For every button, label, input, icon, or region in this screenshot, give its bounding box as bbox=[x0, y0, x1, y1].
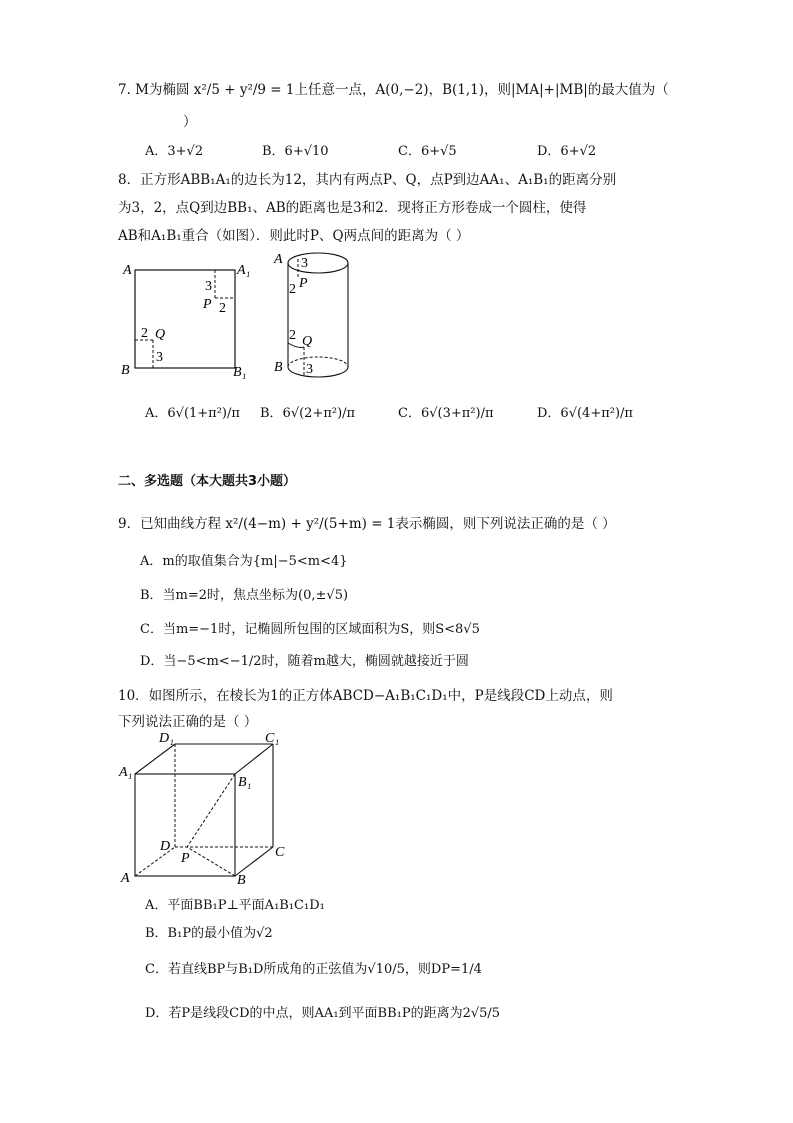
q9-option-d[interactable]: D．当−5<m<−1/2时，随着m越大，椭圆就越接近于圆 bbox=[140, 654, 469, 669]
q8-line3: AB和A₁B₁重合（如图）．则此时P、Q两点间的距离为（ ） bbox=[118, 228, 470, 244]
square-outline bbox=[135, 270, 235, 368]
bottom-back bbox=[288, 357, 348, 367]
label-Q: Q bbox=[302, 334, 313, 349]
q9-option-c[interactable]: C．当m=−1时，记椭圆所包围的区域面积为S，则S<8√5 bbox=[140, 622, 480, 637]
q10-line1: 10．如图所示，在棱长为1的正方体ABCD−A₁B₁C₁D₁中，P是线段CD上动点，则 bbox=[118, 688, 613, 704]
label-A: A bbox=[274, 252, 283, 267]
q7-option-d[interactable]: D．6+√2 bbox=[537, 144, 597, 159]
edge-A1D1 bbox=[135, 744, 175, 774]
label-P: P bbox=[299, 276, 308, 291]
num-3b: 3 bbox=[306, 362, 313, 377]
label-P: P bbox=[181, 851, 190, 866]
q8-option-a[interactable]: A．6√(1+π²)/π bbox=[145, 406, 240, 421]
q8-line2: 为3，2，点Q到边BB₁、AB的距离也是3和2．现将正方形卷成一个圆柱，使得 bbox=[118, 200, 587, 216]
q8-option-c[interactable]: C．6√(3+π²)/π bbox=[398, 406, 494, 421]
q7-option-a[interactable]: A．3+√2 bbox=[145, 144, 204, 159]
q8-option-b[interactable]: B．6√(2+π²)/π bbox=[260, 406, 356, 421]
q7-line2: ） bbox=[183, 114, 197, 130]
num-3b: 3 bbox=[156, 350, 163, 365]
q10-line2: 下列说法正确的是（ ） bbox=[118, 714, 258, 730]
num-3a: 3 bbox=[301, 256, 308, 271]
q8-square-figure bbox=[115, 258, 255, 383]
num-2b: 2 bbox=[289, 328, 296, 343]
q7-option-b[interactable]: B．6+√10 bbox=[262, 144, 329, 159]
q7-option-c[interactable]: C．6+√5 bbox=[398, 144, 457, 159]
num-3a: 3 bbox=[205, 279, 212, 294]
q10-option-a[interactable]: A．平面BB₁P⊥平面A₁B₁C₁D₁ bbox=[145, 898, 325, 913]
label-C1: C₁ bbox=[265, 731, 280, 746]
q10-cube-figure bbox=[115, 730, 295, 885]
q9-option-b[interactable]: B．当m=2时，焦点坐标为(0,±√5) bbox=[140, 588, 349, 603]
label-D1: D₁ bbox=[159, 731, 174, 746]
label-B: B bbox=[237, 873, 246, 885]
q8-line1: 8．正方形ABB₁A₁的边长为12，其内有两点P、Q，点P到边AA₁、A₁B₁的距离分别 bbox=[118, 172, 617, 188]
label-A1: A₁ bbox=[237, 263, 251, 278]
q10-option-c[interactable]: C．若直线BP与B₁D所成角的正弦值为√10/5，则DP=1/4 bbox=[145, 962, 482, 977]
q9-stem: 9．已知曲线方程 x²/(4−m) + y²/(5+m) = 1表示椭圆，则下列说法正确的是（ ） bbox=[118, 516, 616, 532]
q8-option-d[interactable]: D．6√(4+π²)/π bbox=[537, 406, 633, 421]
bottom-front bbox=[288, 367, 348, 377]
label-B: B bbox=[274, 360, 283, 375]
q9-option-a[interactable]: A．m的取值集合为{m|−5<m<4} bbox=[140, 554, 348, 569]
seg-B1P bbox=[187, 774, 235, 847]
q10-option-b[interactable]: B．B₁P的最小值为√2 bbox=[145, 926, 273, 941]
label-B1: B₁ bbox=[238, 775, 252, 790]
q8-cylinder-figure bbox=[268, 245, 358, 385]
edge-B1C1 bbox=[235, 744, 273, 774]
label-Q: Q bbox=[155, 327, 166, 342]
q7-stem bbox=[118, 78, 669, 98]
section-title: 二、多选题（本大题共3小题） bbox=[118, 474, 297, 489]
label-A1: A₁ bbox=[119, 765, 133, 780]
label-B1: B₁ bbox=[233, 365, 247, 380]
label-A: A bbox=[123, 263, 132, 278]
top-ellipse bbox=[288, 253, 348, 273]
seg-BP bbox=[187, 847, 235, 876]
label-P: P bbox=[203, 297, 212, 312]
num-2b: 2 bbox=[141, 326, 148, 341]
q10-option-d[interactable]: D．若P是线段CD的中点，则AA₁到平面BB₁P的距离为2√5/5 bbox=[145, 1006, 501, 1021]
label-A: A bbox=[121, 871, 130, 885]
label-B: B bbox=[121, 363, 130, 378]
edge-BC bbox=[235, 847, 273, 876]
num-2a: 2 bbox=[289, 282, 296, 297]
label-C: C bbox=[275, 845, 285, 860]
q7-stem-close bbox=[183, 110, 197, 130]
num-2a: 2 bbox=[219, 301, 226, 316]
label-D: D bbox=[160, 839, 171, 854]
q7-line1: 7. M为椭圆 x²/5 + y²/9 = 1上任意一点，A(0,−2)，B(1,1)，则|MA|+|MB|的最大值为（ bbox=[118, 82, 669, 98]
